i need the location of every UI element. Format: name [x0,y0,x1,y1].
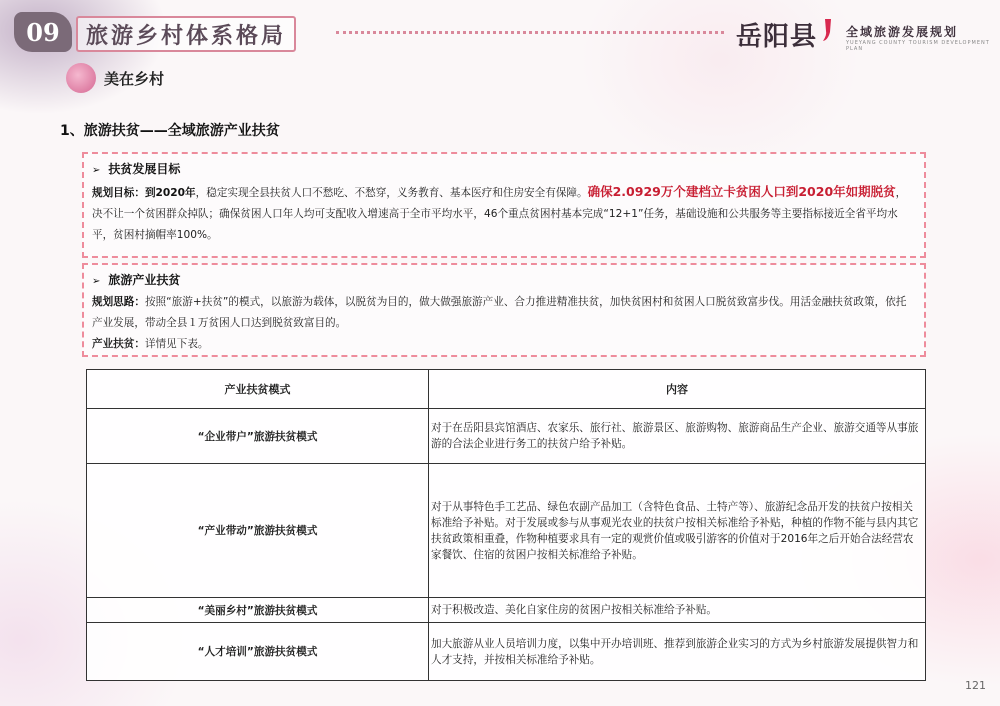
section-circle-icon [66,63,96,93]
subsection-heading: 1、旅游扶贫——全域旅游产业扶贫 [60,123,280,139]
table-cell-content: 加大旅游从业人员培训力度，以集中开办培训班、推荐到旅游企业实习的方式为乡村旅游发展提供智力和人才支持，并按相关标准给予补贴。 [429,623,926,681]
table-cell-mode: “美丽乡村”旅游扶贫模式 [87,598,429,623]
logo-plan-title: 全域旅游发展规划 [846,25,959,39]
arrow-bullet-icon: ➢ [92,165,101,176]
idea-text: 按照“旅游+扶贫”的模式，以旅游为载体，以脱贫为目的，做大做强旅游产业、合力推进精准扶贫，加快贫困村和贫困人口脱贫致富步伐。用活金融扶贫政策，依托产业发展，带动全县１万贫困人口达到脱贫致富目的。 [92,296,907,329]
logo-subtitle: YUEYANG COUNTY TOURISM DEVELOPMENT PLAN [846,40,990,52]
table-cell-mode: “企业带户”旅游扶贫模式 [87,409,429,464]
industry-label: 产业扶贫： [92,338,145,350]
table-cell-content: 对于在岳阳县宾馆酒店、农家乐、旅行社、旅游景区、旅游购物、旅游商品生产企业、旅游交通等从事旅游的合法企业进行务工的扶贫户给予补贴。 [429,409,926,464]
page-header [0,0,1000,60]
chapter-title: 旅游乡村体系格局 [76,16,296,52]
tourism-industry-box [82,263,926,357]
poverty-model-table [86,369,926,681]
table-cell-mode: “人才培训”旅游扶贫模式 [87,623,429,681]
industry-line [92,334,916,355]
table-row [87,598,926,623]
table-header-row [87,370,926,409]
table-row [87,464,926,598]
dotted-divider [336,31,724,34]
table-header-mode: 产业扶贫模式 [87,370,429,409]
table-row [87,623,926,681]
goal-highlight: 确保2.0929万个建档立卡贫困人口到2020年如期脱贫 [587,184,896,199]
goal-label: 规划目标： [92,187,145,199]
table-row [87,409,926,464]
box-title-text: 扶贫发展目标 [108,162,181,176]
box-title-text: 旅游产业扶贫 [108,273,181,287]
logo-brushstroke-icon [822,18,832,42]
arrow-bullet-icon: ➢ [92,276,101,287]
box-title [92,271,916,288]
goal-paragraph [92,181,916,246]
page-number: 121 [965,679,986,692]
idea-label: 规划思路： [92,296,145,308]
goal-text-1: ，稳定实现全县扶贫人口不愁吃、不愁穿，义务教育、基本医疗和住房安全有保障。 [195,187,588,199]
table-cell-content: 对于积极改造、美化自家住房的贫困户按相关标准给予补贴。 [429,598,926,623]
chapter-number-badge: 09 [14,12,72,52]
goal-text-2: ，决不让一个贫困群众掉队；确保贫困人口年人均可支配收入增速高于全市平均水平，46个重点贫困村基本完成“12+1”任务，基础设施和公共服务等主要指标接近全省平均水平，贫困村摘帽率100%。 [92,187,907,241]
table-cell-mode: “产业带动”旅游扶贫模式 [87,464,429,598]
goal-year: 到2020年 [144,187,196,199]
section-header [66,64,164,92]
idea-paragraph [92,292,916,334]
section-title: 美在乡村 [104,69,165,88]
logo-county-name: 岳阳县 [736,22,818,52]
box-title [92,160,916,177]
poverty-goal-box [82,152,926,258]
industry-text: 详情见下表。 [144,338,209,350]
table-cell-content: 对于从事特色手工艺品、绿色农副产品加工（含特色食品、土特产等）、旅游纪念品开发的扶贫户按相关标准给予补贴。对于发展或参与从事观光农业的扶贫户按相关标准给予补贴，种植的作物不能与县内其它扶贫政策相重叠，作物种植要求具有一定的观赏价值或吸引游客的价值对于2016年之后开始合法经营农家餐饮、住宿的贫困户按相关标准给予补贴。 [429,464,926,598]
table-header-content: 内容 [429,370,926,409]
